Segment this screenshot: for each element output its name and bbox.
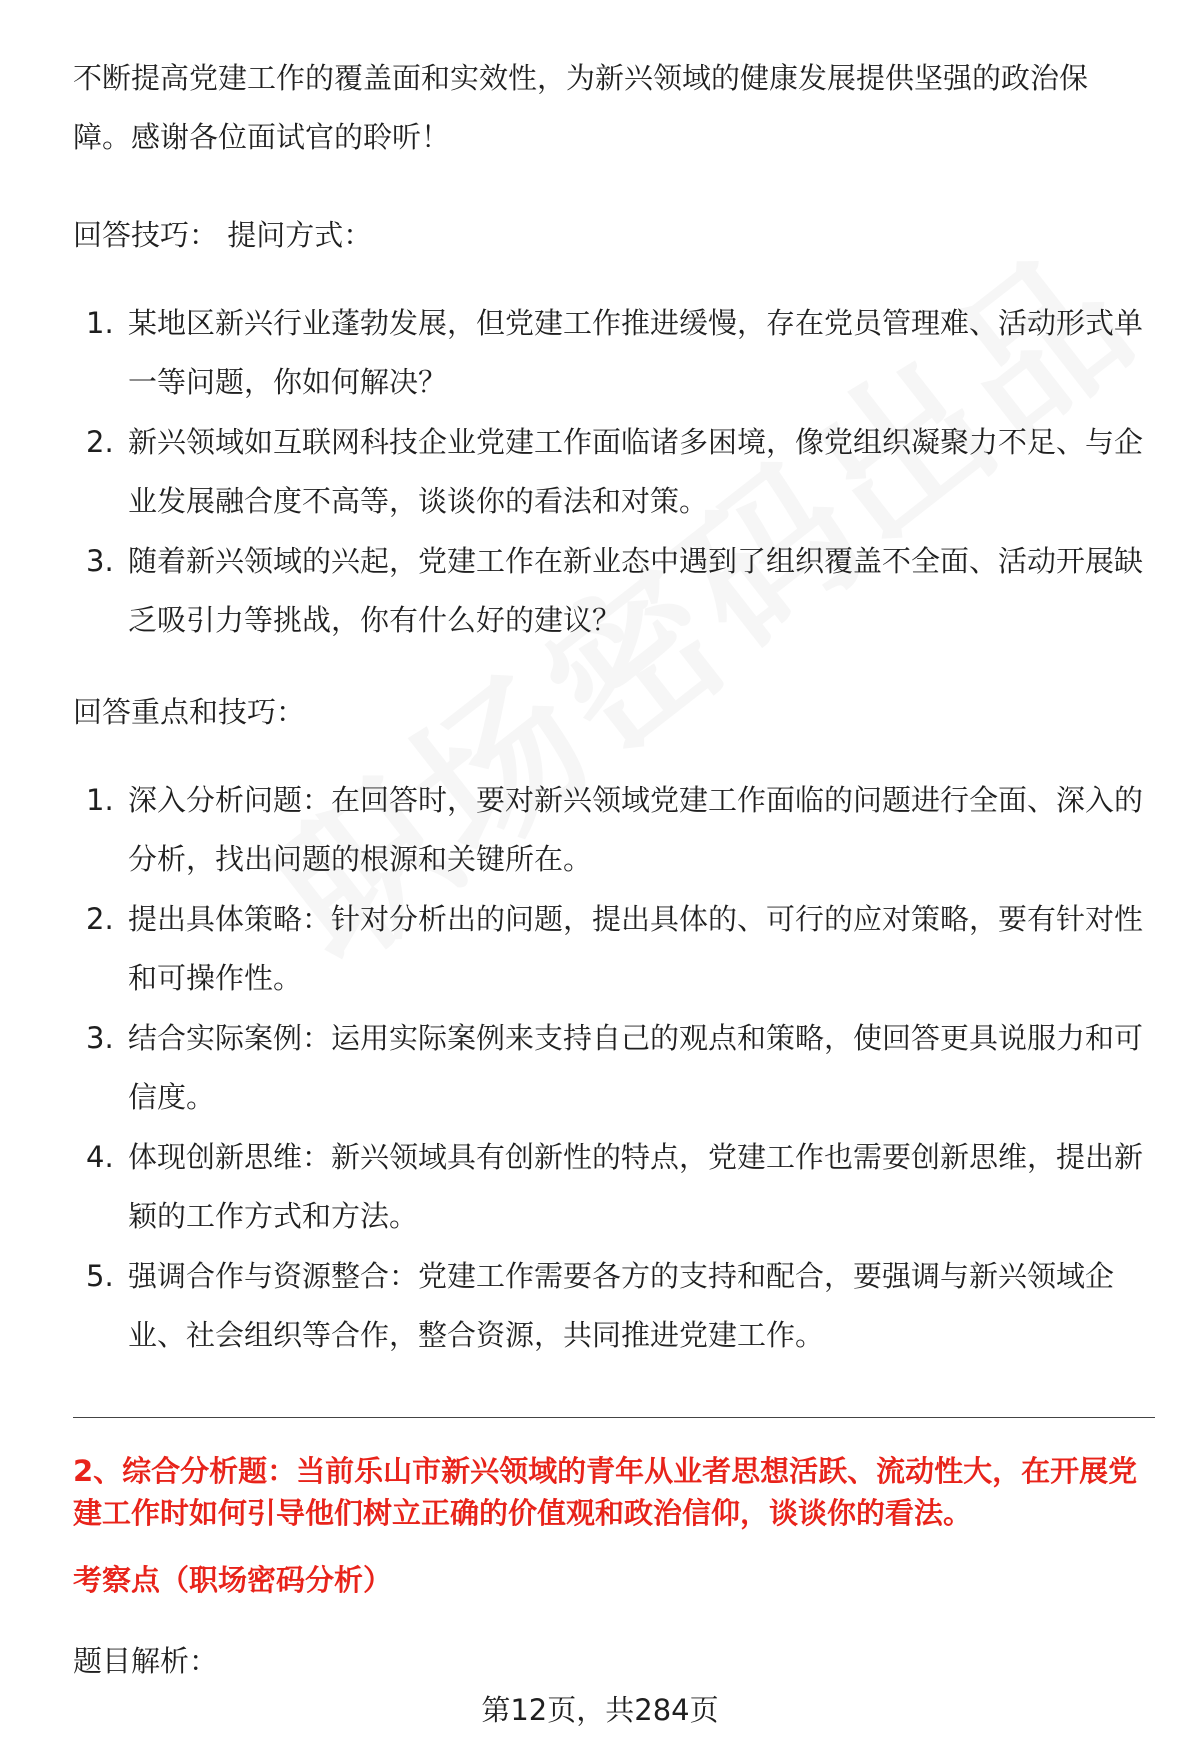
list-item [73, 294, 1153, 412]
section-divider [73, 1417, 1155, 1418]
list-text: 结合实际案例：运用实际案例来支持自己的观点和策略，使回答更具说服力和可信度。 [128, 1021, 1144, 1114]
key-points-list [73, 771, 1153, 1366]
analysis-label: 题目解析： [73, 1644, 219, 1678]
list-item [73, 413, 1153, 531]
next-question-title: 2、综合分析题：当前乐山市新兴领域的青年从业者思想活跃、流动性大，在开展党建工作时如何引导他们树立正确的价值观和政治信仰，谈谈你的看法。 [73, 1454, 1138, 1530]
key-points-heading: 回答重点和技巧： [73, 695, 306, 729]
list-item [73, 532, 1153, 650]
question-list [73, 294, 1153, 651]
list-item [73, 890, 1153, 1008]
list-item [73, 1009, 1153, 1127]
list-number: 3. [86, 544, 114, 578]
list-number: 5. [86, 1259, 114, 1293]
list-text: 提出具体策略：针对分析出的问题，提出具体的、可行的应对策略，要有针对性和可操作性。 [128, 902, 1144, 995]
list-text: 强调合作与资源整合：党建工作需要各方的支持和配合，要强调与新兴领域企业、社会组织等合作，整合资源，共同推进党建工作。 [128, 1259, 1115, 1352]
list-text: 深入分析问题：在回答时，要对新兴领域党建工作面临的问题进行全面、深入的分析，找出问题的根源和关键所在。 [128, 783, 1144, 876]
list-text: 某地区新兴行业蓬勃发展，但党建工作推进缓慢，存在党员管理难、活动形式单一等问题，你如何解决？ [128, 306, 1144, 399]
page-number-footer: 第12页，共284页 [481, 1693, 719, 1727]
list-number: 4. [86, 1140, 114, 1174]
list-number: 2. [86, 425, 114, 459]
list-text: 新兴领域如互联网科技企业党建工作面临诸多困境，像党组织凝聚力不足、与企业发展融合度不高等，谈谈你的看法和对策。 [128, 425, 1144, 518]
intro-paragraph: 不断提高党建工作的覆盖面和实效性，为新兴领域的健康发展提供坚强的政治保障。感谢各位面试官的聆听！ [73, 61, 1089, 154]
tips-heading: 回答技巧： 提问方式： [73, 218, 373, 252]
list-number: 3. [86, 1021, 114, 1055]
list-text: 体现创新思维：新兴领域具有创新性的特点，党建工作也需要创新思维，提出新颖的工作方式和方法。 [128, 1140, 1144, 1233]
list-item [73, 1247, 1153, 1365]
list-item [73, 771, 1153, 889]
list-number: 2. [86, 902, 114, 936]
exam-point-heading: 考察点（职场密码分析） [73, 1563, 393, 1597]
list-number: 1. [86, 783, 114, 817]
list-number: 1. [86, 306, 114, 340]
list-text: 随着新兴领域的兴起，党建工作在新业态中遇到了组织覆盖不全面、活动开展缺乏吸引力等挑战，你有什么好的建议？ [128, 544, 1144, 637]
list-item [73, 1128, 1153, 1246]
